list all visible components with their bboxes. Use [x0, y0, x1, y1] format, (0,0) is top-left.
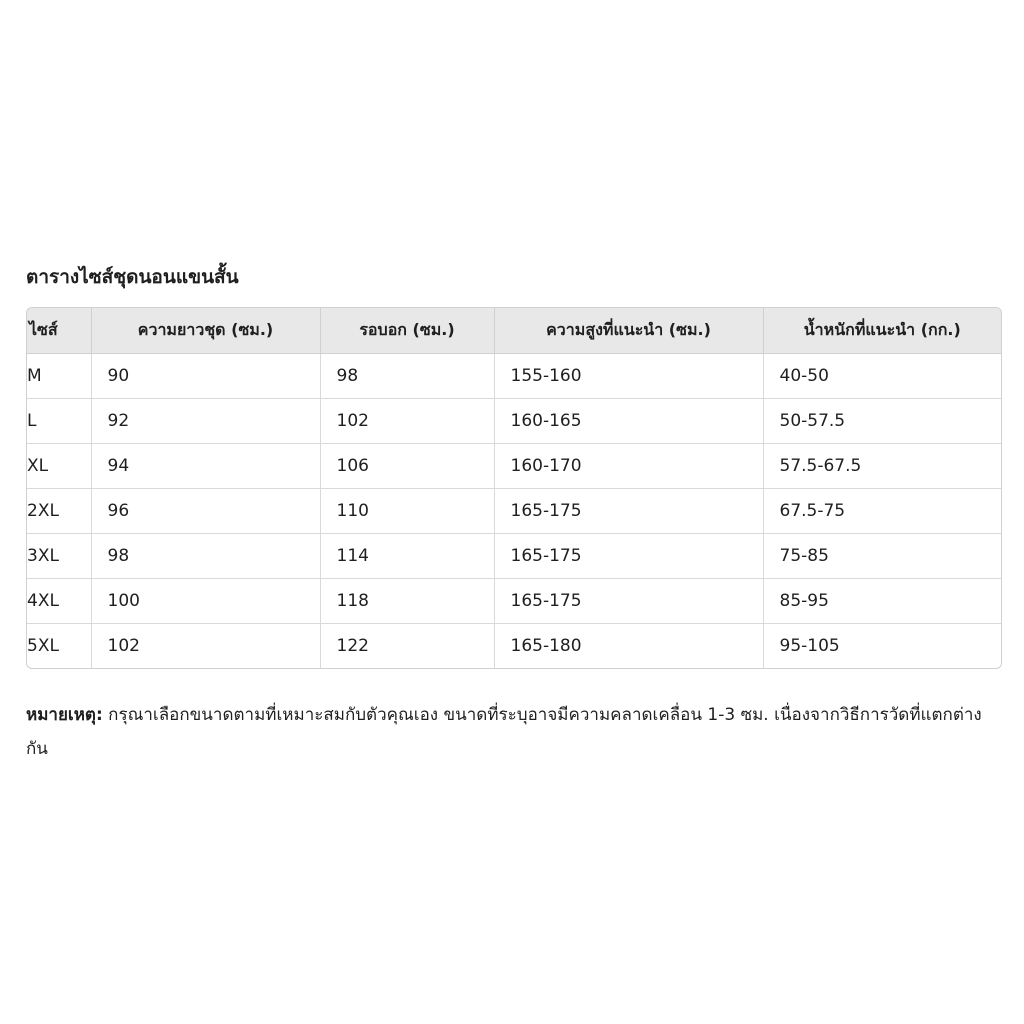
cell-size: XL [27, 444, 91, 489]
cell-height: 160-170 [494, 444, 763, 489]
note-label: หมายเหตุ: [26, 705, 103, 725]
cell-length: 100 [91, 579, 320, 624]
note-paragraph [26, 698, 1001, 766]
cell-height: 165-175 [494, 489, 763, 534]
cell-height: 160-165 [494, 399, 763, 444]
header-length: ความยาวชุด (ซม.) [91, 308, 320, 354]
cell-length: 98 [91, 534, 320, 579]
cell-weight: 50-57.5 [763, 399, 1001, 444]
cell-weight: 40-50 [763, 354, 1001, 399]
page-title: ตารางไซส์ชุดนอนแขนสั้น [26, 266, 239, 288]
cell-length: 102 [91, 624, 320, 669]
cell-length: 90 [91, 354, 320, 399]
table-row [27, 444, 1001, 489]
header-size: ไซส์ [27, 308, 91, 354]
cell-height: 155-160 [494, 354, 763, 399]
cell-height: 165-175 [494, 534, 763, 579]
cell-size: 3XL [27, 534, 91, 579]
cell-size: 4XL [27, 579, 91, 624]
cell-size: L [27, 399, 91, 444]
table-row [27, 534, 1001, 579]
cell-weight: 67.5-75 [763, 489, 1001, 534]
header-height: ความสูงที่แนะนำ (ซม.) [494, 308, 763, 354]
cell-chest: 106 [320, 444, 494, 489]
note-text: กรุณาเลือกขนาดตามที่เหมาะสมกับตัวคุณเอง ขนาดที่ระบุอาจมีความคลาดเคลื่อน 1-3 ซม. เนื่องจากวิธีการวัดที่แตกต่างกัน [26, 705, 982, 759]
header-weight: น้ำหนักที่แนะนำ (กก.) [763, 308, 1001, 354]
cell-height: 165-175 [494, 579, 763, 624]
cell-height: 165-180 [494, 624, 763, 669]
table-row [27, 399, 1001, 444]
table-row [27, 624, 1001, 669]
cell-weight: 85-95 [763, 579, 1001, 624]
cell-size: 5XL [27, 624, 91, 669]
size-table [27, 308, 1001, 668]
header-chest: รอบอก (ซม.) [320, 308, 494, 354]
cell-chest: 110 [320, 489, 494, 534]
cell-weight: 75-85 [763, 534, 1001, 579]
cell-size: 2XL [27, 489, 91, 534]
cell-chest: 98 [320, 354, 494, 399]
cell-length: 96 [91, 489, 320, 534]
table-row [27, 354, 1001, 399]
table-row [27, 579, 1001, 624]
cell-chest: 122 [320, 624, 494, 669]
cell-chest: 102 [320, 399, 494, 444]
cell-size: M [27, 354, 91, 399]
cell-length: 92 [91, 399, 320, 444]
cell-weight: 95-105 [779, 636, 840, 656]
cell-weight: 57.5-67.5 [763, 444, 1001, 489]
cell-chest: 118 [320, 579, 494, 624]
size-table-container [26, 307, 1002, 669]
cell-chest: 114 [320, 534, 494, 579]
cell-length: 94 [91, 444, 320, 489]
table-header-row [27, 308, 1001, 354]
table-row [27, 489, 1001, 534]
